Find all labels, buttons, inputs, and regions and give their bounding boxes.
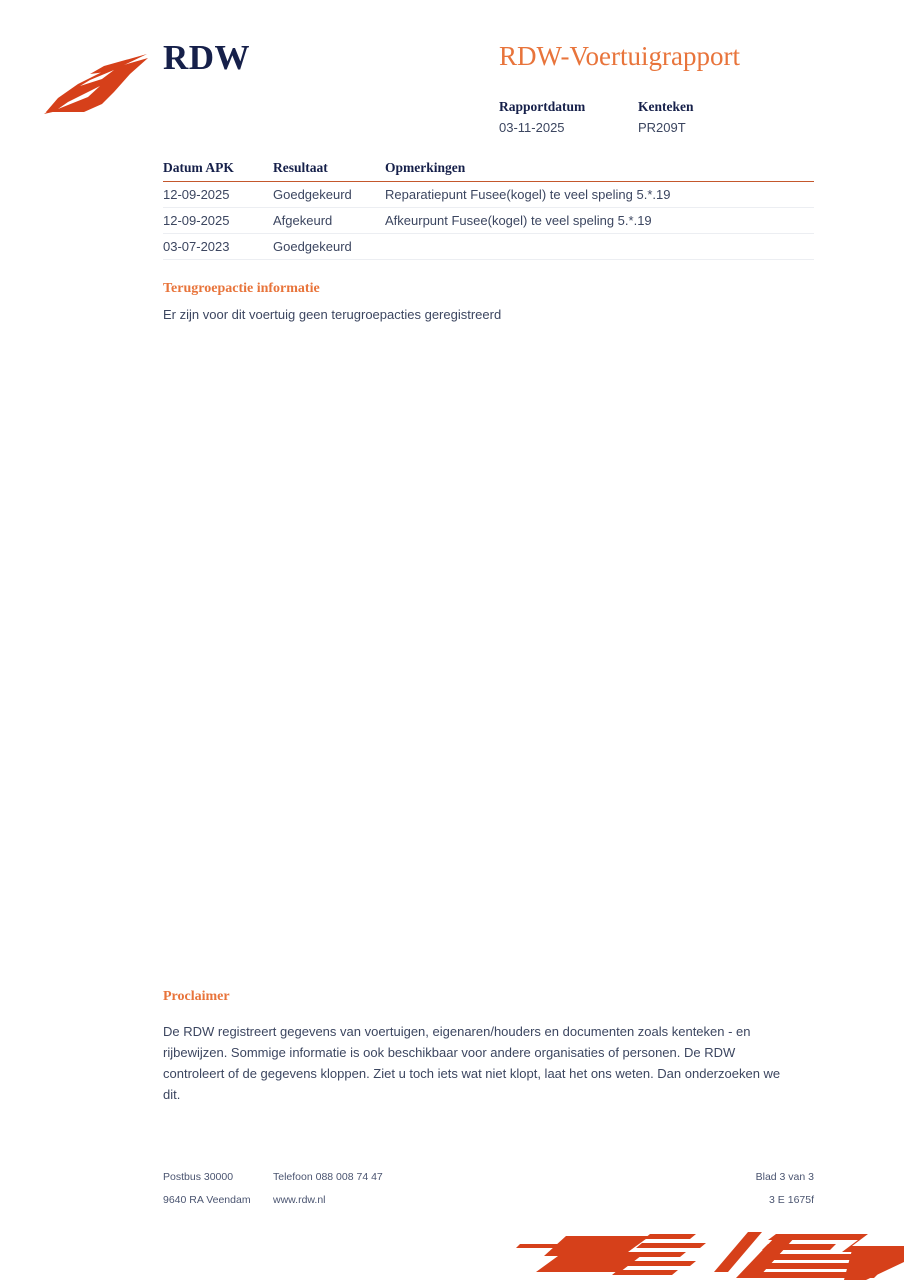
report-date-value: 03-11-2025 (499, 120, 565, 135)
report-meta (499, 98, 829, 138)
cell-result: Goedgekeurd (273, 187, 352, 202)
column-header-date: Datum APK (163, 160, 234, 175)
column-header-result: Resultaat (273, 160, 328, 175)
speed-stripes-decoration-icon (500, 1222, 904, 1280)
cell-result: Goedgekeurd (273, 239, 352, 254)
report-meta-labels (499, 98, 829, 116)
table-row (163, 208, 814, 234)
apk-table-header (163, 160, 814, 182)
footer-page-number: Blad 3 van 3 (755, 1171, 814, 1183)
license-plate-label: Kenteken (638, 99, 694, 114)
proclaimer-heading: Proclaimer (163, 989, 230, 1004)
proclaimer-section (163, 989, 800, 1105)
footer-row-bottom (163, 1193, 814, 1216)
report-date-label: Rapportdatum (499, 99, 586, 114)
footer-city: 9640 RA Veendam (163, 1194, 251, 1206)
recall-heading: Terugroepactie informatie (163, 281, 320, 296)
page-footer (163, 1170, 814, 1216)
footer-website[interactable]: www.rdw.nl (273, 1194, 326, 1206)
cell-remark: Reparatiepunt Fusee(kogel) te veel speling 5.*.19 (385, 187, 671, 202)
report-meta-values (499, 116, 829, 138)
table-row (163, 182, 814, 208)
page-title: RDW-Voertuigrapport (499, 41, 740, 71)
rdw-wordmark: RDW (163, 38, 251, 77)
cell-remark (385, 238, 814, 255)
footer-postbus: Postbus 30000 (163, 1171, 234, 1183)
rdw-arrow-logo-icon (44, 52, 166, 114)
footer-phone: Telefoon 088 008 74 47 (273, 1171, 383, 1183)
apk-table (163, 160, 814, 260)
recall-body: Er zijn voor dit voertuig geen terugroepacties geregistreerd (163, 307, 502, 322)
footer-row-top (163, 1170, 814, 1193)
proclaimer-body: De RDW registreert gegevens van voertuigen, eigenaren/houders en documenten zoals kenteken - en rijbewijzen. Sommige informatie is ook beschikbaar voor andere organisaties of personen. De RDW controleert of de gegevens kloppen. Ziet u toch iets wat niet klopt, laat het ons weten. Dan onderzoeken we dit. (163, 1024, 781, 1102)
table-row (163, 234, 814, 260)
cell-date: 03-07-2023 (163, 239, 230, 254)
cell-remark: Afkeurpunt Fusee(kogel) te veel speling 5.*.19 (385, 213, 652, 228)
footer-form-code: 3 E 1675f (769, 1194, 814, 1206)
column-header-remarks: Opmerkingen (385, 160, 466, 175)
cell-result: Afgekeurd (273, 213, 333, 228)
cell-date: 12-09-2025 (163, 213, 230, 228)
license-plate-value: PR209T (638, 120, 686, 135)
cell-date: 12-09-2025 (163, 187, 230, 202)
recall-section (163, 281, 814, 325)
